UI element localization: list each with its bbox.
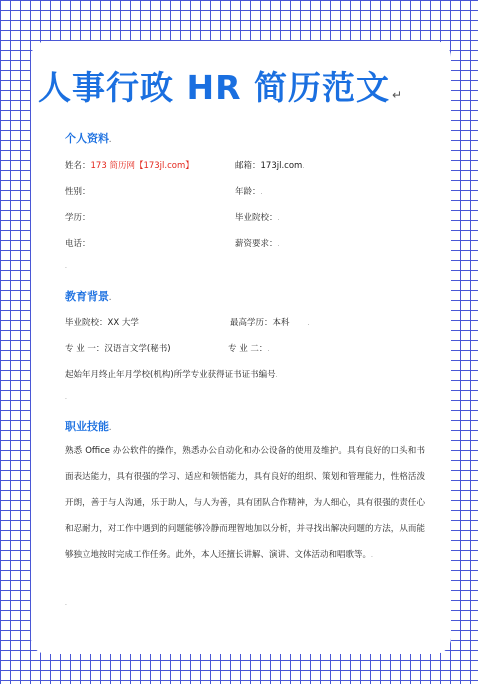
return-mark-icon: ↵ bbox=[392, 88, 404, 102]
section-skills-heading: 职业技能. bbox=[65, 420, 112, 433]
empty-paragraph: . bbox=[65, 263, 67, 270]
name-value: 173 简历网【173jl.com】 bbox=[90, 161, 194, 171]
gender-field: 性别： bbox=[65, 187, 91, 197]
empty-paragraph: . bbox=[65, 600, 67, 607]
skills-paragraph: 熟悉 Office 办公软件的操作，熟悉办公自动化和办公设备的使用及维护。具有良好的口头和书面表达能力，具有很强的学习、适应和领悟能力，具有良好的组织、策划和管理能力，性格活泼开朗，善于与人沟通，乐于助人，与人为善，具有团队合作精神，为人细心，具有很强的责任心和忍耐力，对工作中遇到的问题能够冷静而理智地加以分析，并寻找出解决问题的方法，从而能够独立地按时完成工作任务。此外，本人还擅长讲解、演讲、文体活动和唱歌等。. bbox=[65, 446, 425, 560]
edu-major-one: 专 业 一：汉语言文学(秘书) bbox=[65, 344, 171, 354]
edu-school: 毕业院校：XX 大学 bbox=[65, 318, 139, 328]
name-field: 姓名：173 简历网【173jl.com】 bbox=[65, 161, 194, 171]
edu-major-two: 专 业 二：. bbox=[228, 344, 270, 354]
page-title bbox=[38, 62, 403, 109]
education-field: 学历： bbox=[65, 213, 91, 223]
email-field: 邮箱：173jl.com. bbox=[235, 161, 305, 171]
age-field: 年龄：. bbox=[235, 187, 263, 197]
section-education-heading: 教育背景. bbox=[65, 290, 112, 303]
title-text: 人事行政 HR 简历范文 bbox=[38, 68, 391, 107]
empty-paragraph: . bbox=[65, 394, 67, 401]
edu-degree: 最高学历：本科 . bbox=[230, 318, 310, 328]
school-field: 毕业院校：. bbox=[235, 213, 280, 223]
phone-field: 电话： bbox=[65, 239, 91, 249]
section-personal-heading: 个人资料. bbox=[65, 132, 112, 145]
salary-field: 薪资要求：. bbox=[235, 239, 280, 249]
edu-timeline: 起始年月终止年月学校(机构)所学专业获得证书证书编号. bbox=[65, 370, 278, 380]
